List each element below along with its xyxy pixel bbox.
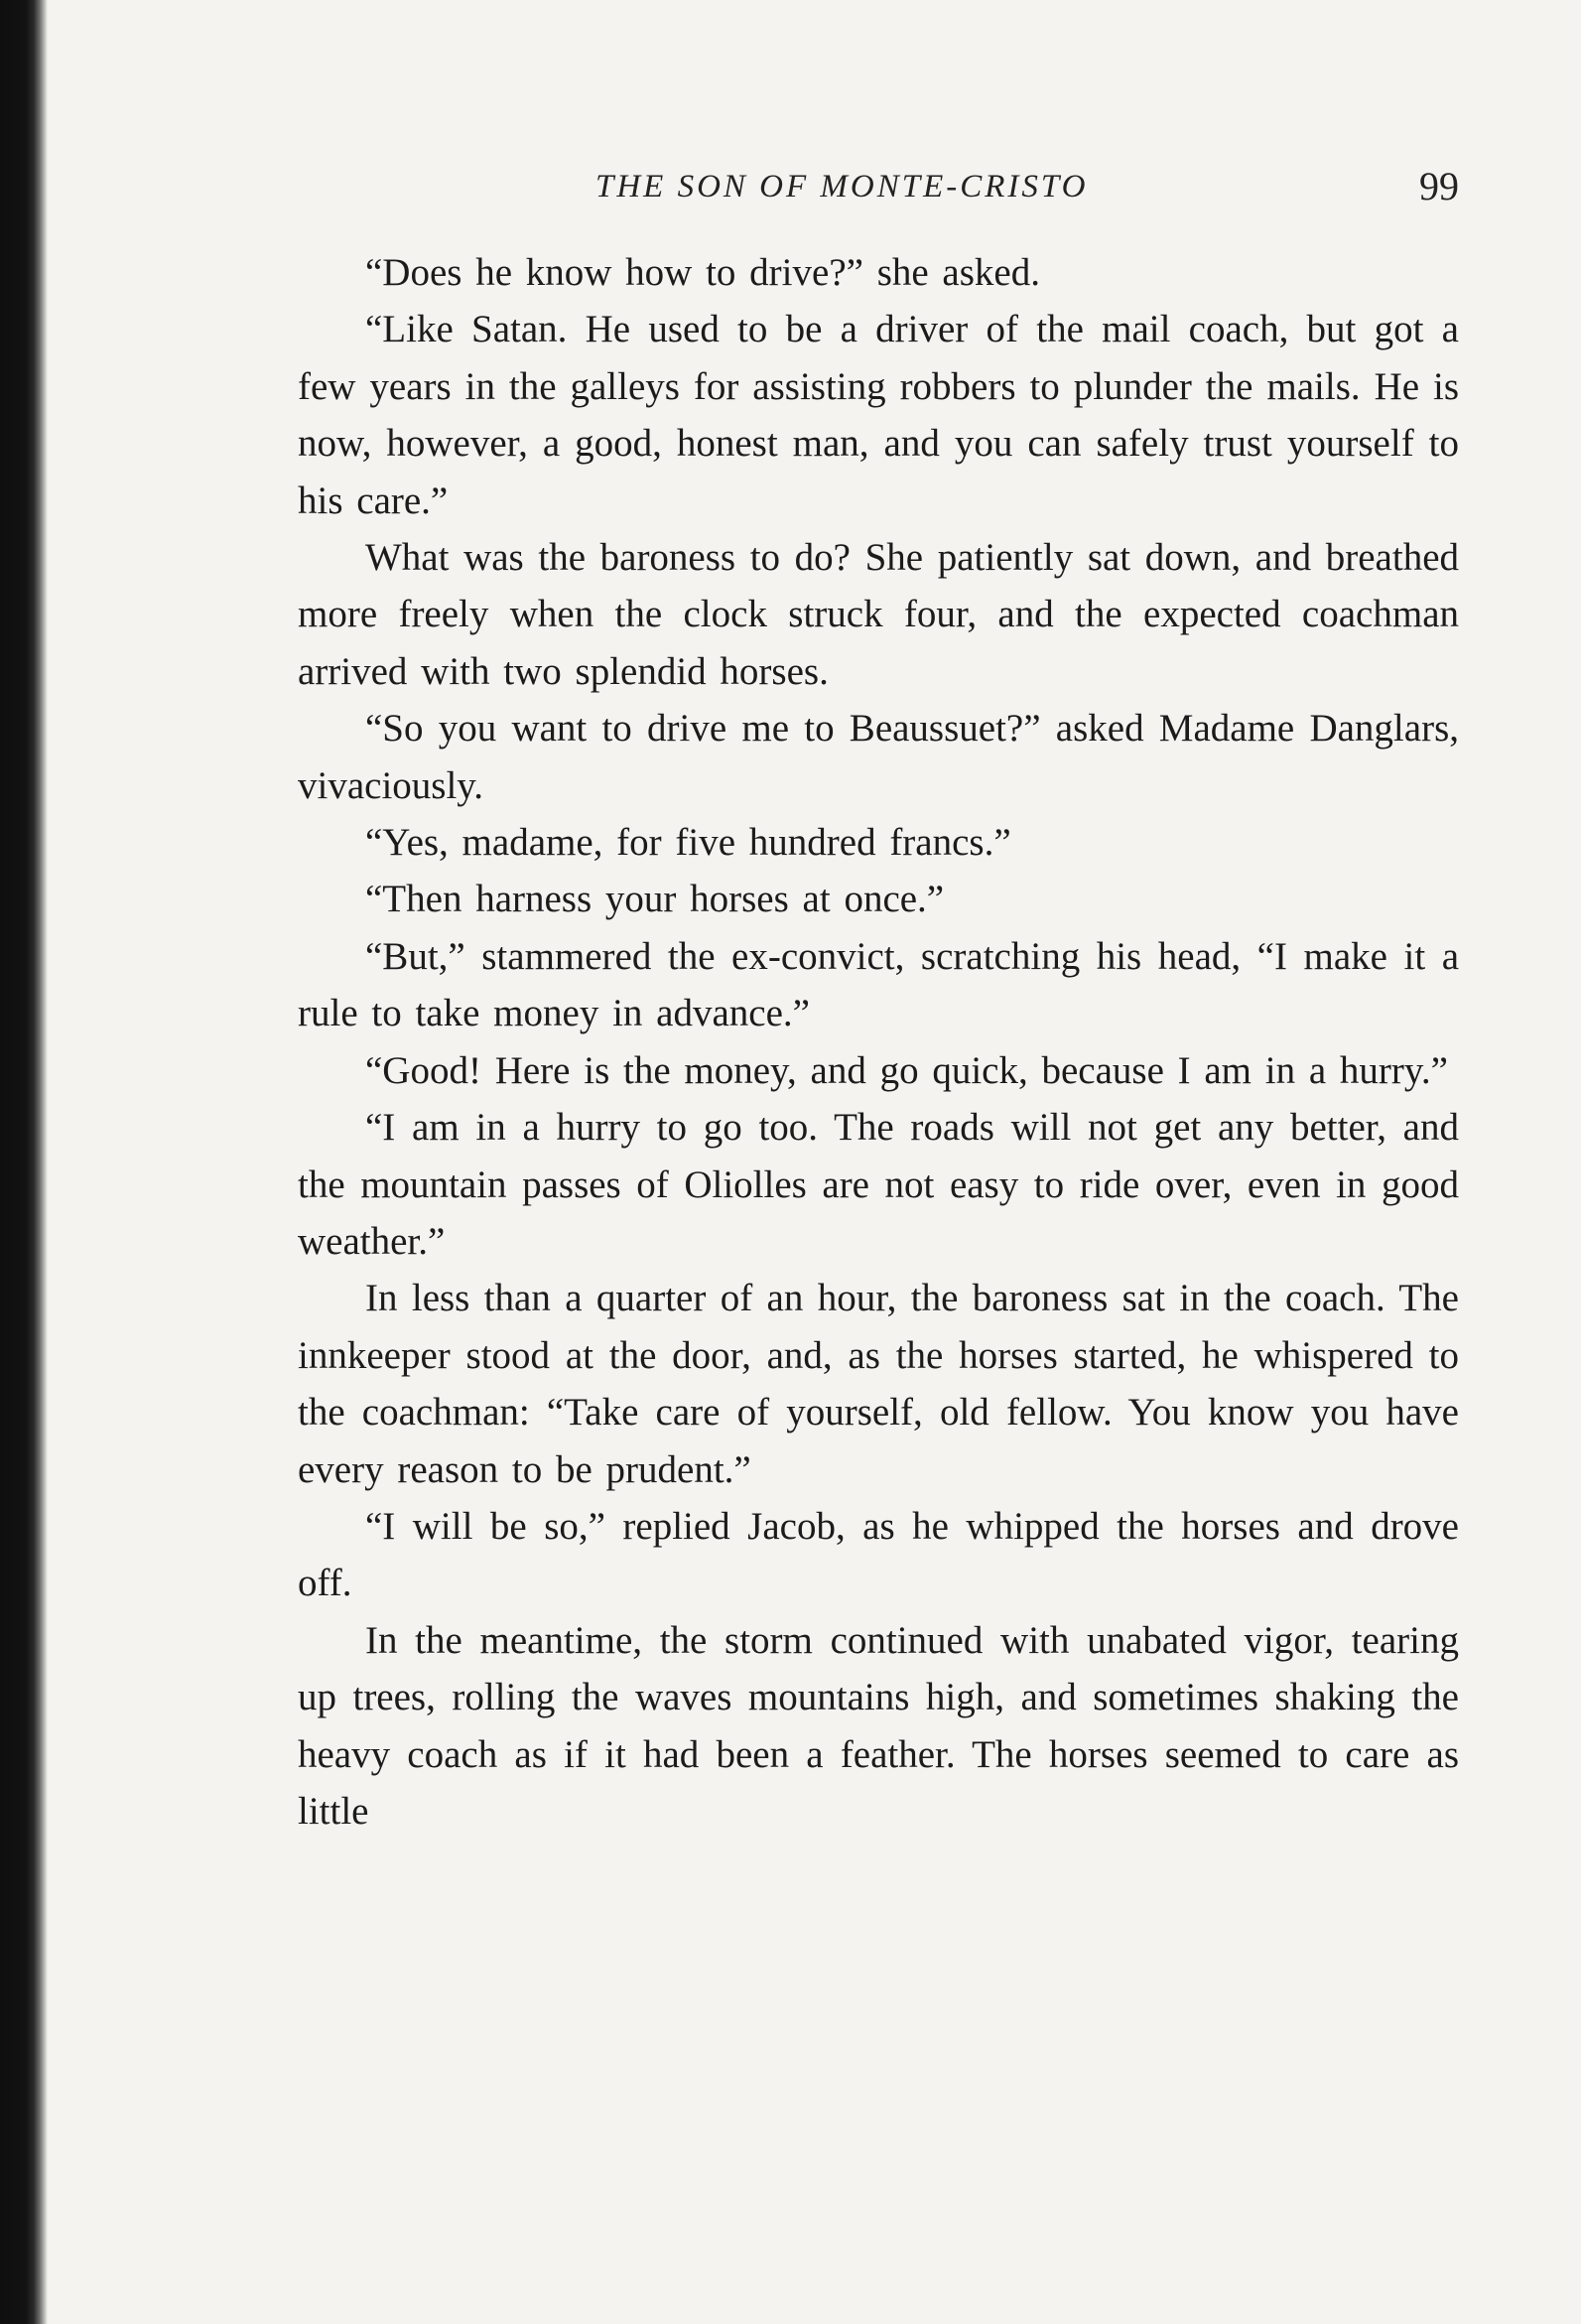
running-title: THE SON OF MONTE-CRISTO	[595, 169, 1089, 205]
body-text	[298, 244, 1459, 1840]
paragraph: In less than a quarter of an hour, the baroness sat in the coach. The innkeeper stood at the door, and, as the horses started, he whispered to the coachman: “Take care of yourself, old fellow. You know you have every reason to be prudent.”	[298, 1277, 1459, 1491]
paragraph: “So you want to drive me to Beaussuet?” asked Madame Danglars, vivaciously.	[298, 707, 1459, 807]
page-number: 99	[1419, 164, 1459, 208]
paragraph: “I will be so,” replied Jacob, as he whipped the horses and drove off.	[298, 1504, 1459, 1605]
paragraph: “Good! Here is the money, and go quick, because I am in a hurry.”	[365, 1048, 1448, 1092]
book-page	[298, 159, 1459, 1840]
paragraph: “But,” stammered the ex-convict, scratching his head, “I make it a rule to take money in advance.”	[298, 934, 1459, 1035]
paragraph: “I am in a hurry to go too. The roads will not get any better, and the mountain passes of Oliolles are not easy to ride over, even in good weather.”	[298, 1106, 1459, 1263]
paragraph: “Then harness your horses at once.”	[365, 878, 945, 921]
paragraph: “Yes, madame, for five hundred francs.”	[365, 821, 1011, 865]
paragraph: “Does he know how to drive?” she asked.	[365, 251, 1040, 294]
paragraph: What was the baroness to do? She patiently sat down, and breathed more freely when the clock struck four, and the expected coachman arrived with two splendid horses.	[298, 536, 1459, 693]
page-header	[298, 159, 1459, 218]
paragraph: In the meantime, the storm continued with unabated vigor, tearing up trees, rolling the waves mountains high, and sometimes shaking the heavy coach as if it had been a feather. The horses seemed to care as little	[298, 1618, 1459, 1833]
book-binding-shadow	[0, 0, 48, 2324]
paragraph: “Like Satan. He used to be a driver of the mail coach, but got a few years in the galleys for assisting robbers to plunder the mails. He is now, however, a good, honest man, and you can safely trust yourself to his care.”	[298, 308, 1459, 522]
